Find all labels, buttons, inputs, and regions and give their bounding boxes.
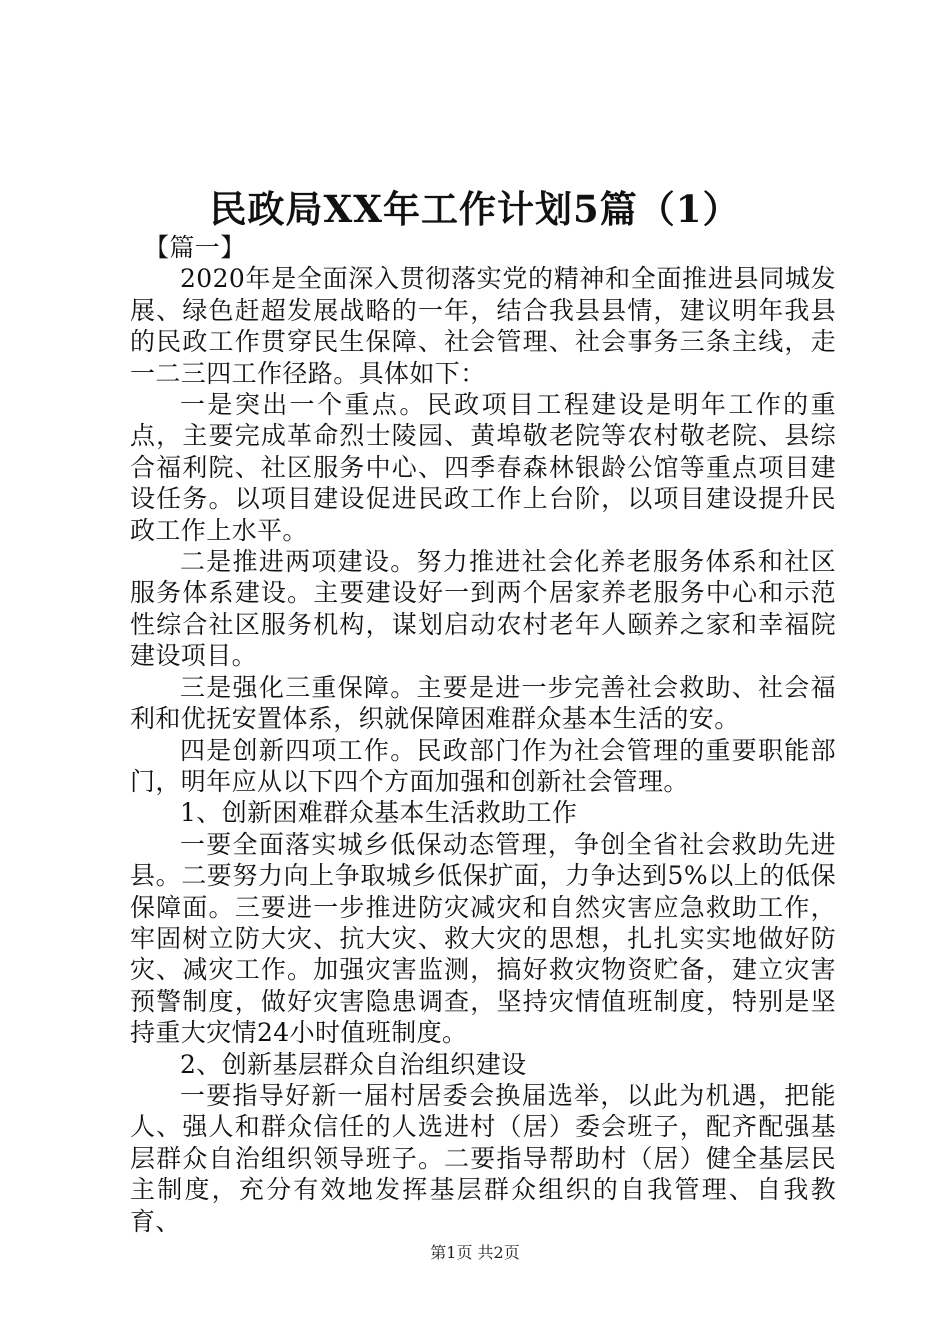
subsection-one-text: 一要全面落实城乡低保动态管理，争创全省社会救助先进县。二要努力向上争取城乡低保扩面，力争达到5%以上的低保保障面。三要进一步推进防灾减灾和自然灾害应急救助工作，牢固树立防大灾、抗大灾、救大灾的思想，扎扎实实地做好防灾、减灾工作。加强灾害监测，搞好救灾物资贮备，建立灾害预警制度，做好灾害隐患调查，坚持灾情值班制度，特别是坚持重大灾情24小时值班制度。	[130, 829, 836, 1048]
paragraph-point-two: 二是推进两项建设。努力推进社会化养老服务体系和社区服务体系建设。主要建设好一到两个居家养老服务中心和示范性综合社区服务机构，谋划启动农村老年人颐养之家和幸福院建设项目。	[130, 547, 836, 671]
subheading-two: 2、创新基层群众自治组织建设	[180, 1049, 527, 1079]
paragraph-intro: 2020年是全面深入贯彻落实党的精神和全面推进县同城发展、绿色赶超发展战略的一年，结合我县县情，建议明年我县的民政工作贯穿民生保障、社会管理、社会事务三条主线，走一二三四工作径路。具体如下：	[130, 264, 836, 388]
section-label: 【篇一】	[144, 233, 246, 262]
subheading-one: 1、创新困难群众基本生活救助工作	[180, 798, 578, 828]
document-body	[130, 232, 836, 1237]
paragraph-point-one: 一是突出一个重点。民政项目工程建设是明年工作的重点，主要完成革命烈士陵园、黄埠敬老院等农村敬老院、县综合福利院、社区服务中心、四季春森林银龄公馆等重点项目建设任务。以项目建设促进民政工作上台阶，以项目建设提升民政工作上水平。	[130, 390, 836, 545]
paragraph-point-three: 三是强化三重保障。主要是进一步完善社会救助、社会福利和优抚安置体系，织就保障困难群众基本生活的安。	[130, 672, 836, 734]
page-number-footer: 第1页 共2页	[430, 1243, 520, 1262]
paragraph-point-four: 四是创新四项工作。民政部门作为社会管理的重要职能部门，明年应从以下四个方面加强和创新社会管理。	[130, 735, 836, 796]
subsection-two-text: 一要指导好新一届村居委会换届选举，以此为机遇，把能人、强人和群众信任的人选进村（居）委会班子，配齐配强基层群众自治组织领导班子。二要指导帮助村（居）健全基层民主制度，充分有效地发挥基层群众组织的自我管理、自我教育、	[130, 1080, 836, 1236]
document-title: 民政局XX年工作计划5篇（1）	[209, 187, 741, 231]
